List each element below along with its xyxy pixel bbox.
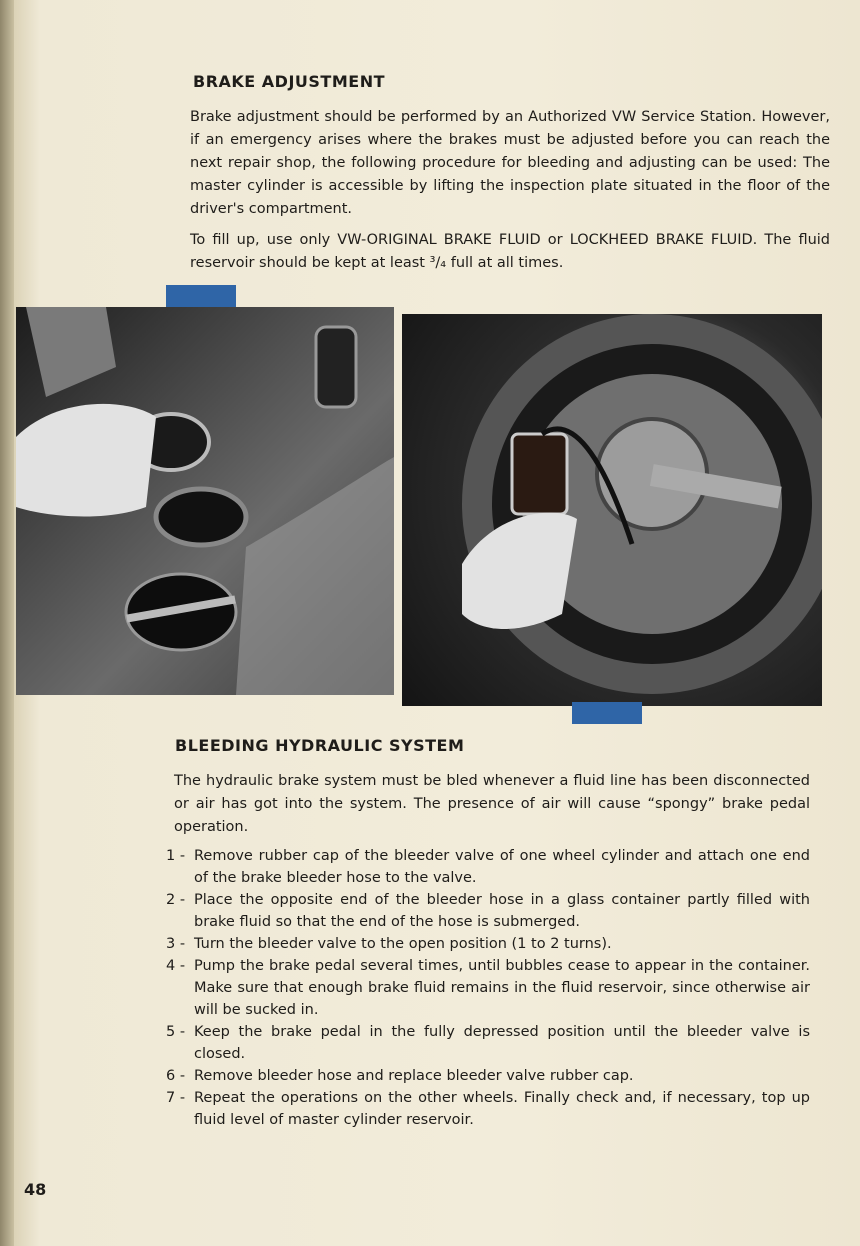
heading-bleeding-hydraulic-system: BLEEDING HYDRAULIC SYSTEM	[175, 736, 465, 755]
heading-brake-adjustment: BRAKE ADJUSTMENT	[193, 72, 385, 91]
step-number: 7 -	[166, 1090, 186, 1106]
paragraph-brake-adjustment: Brake adjustment should be performed by an Authorized VW Service Station. However, if an emergency arises where the brakes must be adjusted before you can reach the next repair shop, the following procedure for bleeding and adjusting can be used: The master cylinder is accessible by lifting the inspection plate situated in the floor of the driver's compartment.	[190, 109, 830, 217]
step-item	[166, 955, 810, 1021]
step-text: Place the opposite end of the bleeder hose in a glass container partly filled with brake fluid so that the end of the hose is submerged.	[194, 892, 810, 930]
step-item	[166, 933, 810, 955]
step-number: 1 -	[166, 848, 186, 864]
blue-tab-marker	[166, 285, 236, 307]
step-item	[166, 1065, 810, 1087]
step-item	[166, 1087, 810, 1131]
step-number: 3 -	[166, 936, 186, 952]
step-text: Keep the brake pedal in the fully depressed position until the bleeder valve is closed.	[194, 1024, 810, 1062]
step-text: Pump the brake pedal several times, until bubbles cease to appear in the container. Make sure that enough brake fluid remains in the fluid reservoir, since otherwise air will be sucked in.	[194, 958, 810, 1018]
page-spine	[0, 0, 14, 1246]
step-item	[166, 1021, 810, 1065]
photo-bleeder-valve	[402, 314, 822, 706]
photo-master-cylinder	[16, 307, 394, 695]
blue-tab-marker-bottom	[572, 702, 642, 724]
step-item	[166, 889, 810, 933]
step-text: Remove rubber cap of the bleeder valve of one wheel cylinder and attach one end of the brake bleeder hose to the valve.	[194, 848, 810, 886]
paragraph-bleeding-intro: The hydraulic brake system must be bled whenever a fluid line has been disconnected or air has got into the system. The presence of air will cause “spongy” brake pedal operation.	[174, 773, 810, 835]
step-number: 2 -	[166, 892, 186, 908]
bleeding-steps-list	[166, 845, 810, 1131]
step-item	[166, 845, 810, 889]
step-number: 6 -	[166, 1068, 186, 1084]
paragraph-fill-up: To fill up, use only VW-ORIGINAL BRAKE FLUID or LOCKHEED BRAKE FLUID. The fluid reservoir should be kept at least ³/₄ full at all times.	[190, 232, 830, 271]
step-number: 4 -	[166, 958, 186, 974]
page-number: 48	[24, 1180, 47, 1199]
step-number: 5 -	[166, 1024, 186, 1040]
step-text: Turn the bleeder valve to the open position (1 to 2 turns).	[194, 936, 612, 952]
step-text: Repeat the operations on the other wheels. Finally check and, if necessary, top up fluid level of master cylinder reservoir.	[194, 1090, 810, 1128]
step-text: Remove bleeder hose and replace bleeder valve rubber cap.	[194, 1068, 634, 1084]
